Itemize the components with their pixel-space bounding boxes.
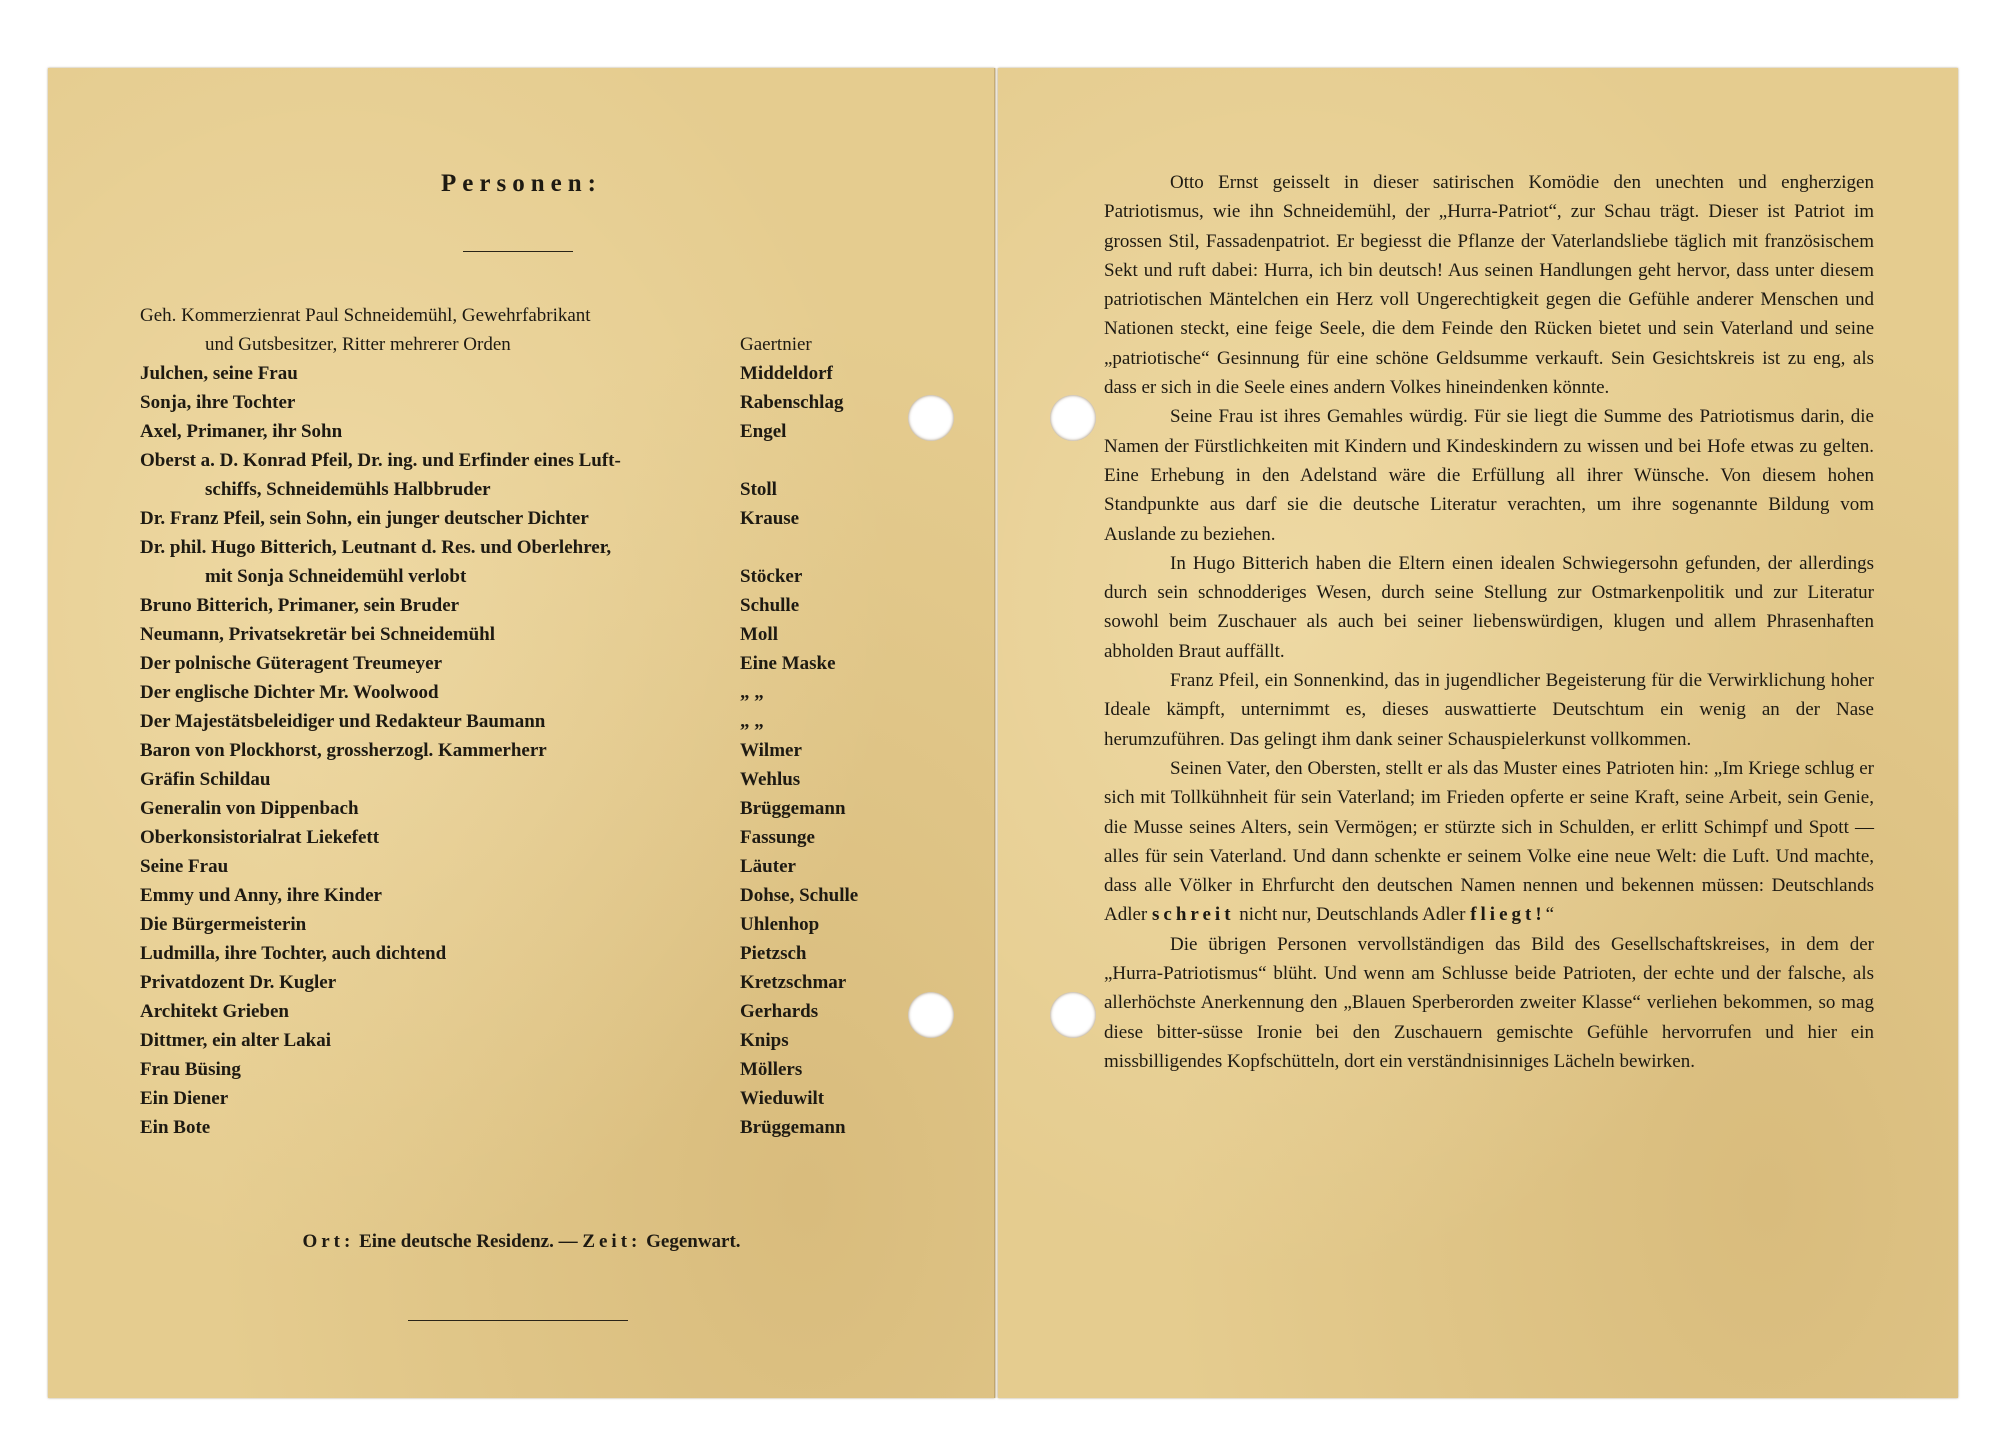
zeit-label: Zeit: <box>582 1231 642 1252</box>
cast-role-line: Geh. Kommerzienrat Paul Schneidemühl, Gewehrfabrikant <box>140 305 591 326</box>
cast-actor: Brüggemann <box>740 798 846 819</box>
cast-role <box>140 388 740 417</box>
cast-entry <box>140 649 980 678</box>
cast-role <box>140 997 740 1026</box>
cast-entry <box>140 359 980 388</box>
paragraph-3: In Hugo Bitterich haben die Eltern einen idealen Schwiegersohn gefunden, der allerdings durch sein schnodderiges Wesen, durch seine Stellung zur Ostmarkenpolitik und zur Literatur sowohl beim Zuschauer als auch bei seiner liebenswürdigen, klugen und allem Phrasenhaften abholden Braut auffällt. <box>1104 552 1874 662</box>
cast-role <box>140 939 740 968</box>
cast-role <box>140 359 740 388</box>
cast-entry <box>140 794 980 823</box>
cast-actor: Stöcker <box>740 566 803 587</box>
cast-role-line: Emmy und Anny, ihre Kinder <box>140 885 382 906</box>
cast-role <box>140 1084 740 1113</box>
punch-hole <box>1050 395 1096 441</box>
cast-role <box>140 620 740 649</box>
cast-role-line: Baron von Plockhorst, grossherzogl. Kammerherr <box>140 740 547 761</box>
cast-entry <box>140 1113 980 1142</box>
cast-role <box>140 533 740 591</box>
cast-role <box>140 446 740 504</box>
ort-value: Eine deutsche Residenz. — <box>359 1231 578 1252</box>
divider-short <box>463 251 573 252</box>
punch-hole <box>1050 992 1096 1038</box>
cast-role <box>140 910 740 939</box>
cast-list <box>140 301 980 1142</box>
cast-actor: „ „ <box>740 682 764 703</box>
cast-entry <box>140 939 980 968</box>
cast-actor: Pietzsch <box>740 943 807 964</box>
paragraph-1: Otto Ernst geisselt in dieser satirischen Komödie den unechten und engherzigen Patriotismus, wie ihn Schneidemühl, der „Hurra-Patriot“, zur Schau trägt. Dieser ist Patriot im grossen Stil, Fassadenpatriot. Er begiesst die Pflanze der Vaterlandsliebe täglich mit französischem Sekt und ruft dabei: Hurra, ich bin deutsch! Aus seinen Handlungen geht hervor, dass unter diesem patriotischen Mäntelchen ein Herz voll Ungerechtigkeit gegen die Gefühle anderer Menschen und Nationen steckt, eine feige Seele, die dem Feinde den Rücken bietet und sein Vaterland und seine „patriotische“ Gesinnung für eine schöne Geldsumme verkauft. Sein Gesichtskreis ist zu eng, als dass er sich in die Seele eines andern Volkes hineindenken könnte. <box>1104 172 1874 399</box>
cast-entry <box>140 881 980 910</box>
cast-role-line: Axel, Primaner, ihr Sohn <box>140 421 343 442</box>
paragraph-5c: “ <box>1545 904 1555 926</box>
cast-role <box>140 1113 740 1142</box>
cast-actor: Rabenschlag <box>740 392 844 413</box>
cast-role <box>140 591 740 620</box>
cast-entry <box>140 1026 980 1055</box>
cast-entry <box>140 1084 980 1113</box>
cast-entry <box>140 678 980 707</box>
cast-role-line: Dittmer, ein alter Lakai <box>140 1030 332 1051</box>
cast-role-line: Ludmilla, ihre Tochter, auch dichtend <box>140 943 447 964</box>
punch-hole <box>908 992 954 1038</box>
cast-actor: Läuter <box>740 856 796 877</box>
cast-role-line: Der Majestätsbeleidiger und Redakteur Baumann <box>140 711 546 732</box>
cast-entry <box>140 504 980 533</box>
spaced-word-schreit: schreit <box>1152 904 1235 926</box>
cast-role <box>140 881 740 910</box>
cast-actor: Möllers <box>740 1059 803 1080</box>
cast-role-line: Ein Diener <box>140 1088 229 1109</box>
cast-actor: Uhlenhop <box>740 914 820 935</box>
cast-role <box>140 852 740 881</box>
cast-actor: Middeldorf <box>740 363 833 384</box>
zeit-value: Gegenwart. <box>646 1231 741 1252</box>
cast-role <box>140 736 740 765</box>
cast-role-line: Dr. phil. Hugo Bitterich, Leutnant d. Res. und Oberlehrer, <box>140 537 612 558</box>
cast-actor: Moll <box>740 624 778 645</box>
cast-entry <box>140 388 980 417</box>
paragraph-5a: Seinen Vater, den Obersten, stellt er als das Muster eines Patrioten hin: „Im Kriege schlug er sich mit Tollkühnheit für sein Vaterland; im Frieden opferte er seine Kraft, seine Arbeit, sein Genie, die Musse seines Alters, sein Vermögen; er stürzte sich in Schulden, er erlitt Schimpf und Spott — alles für sein Vaterland. Und dann schenkte er seinem Volke eine neue Welt: die Luft. Und machte, dass alle Völker in Ehrfurcht den deutschen Namen nennen und bekennen müssen: Deutschlands Adler <box>1104 757 1874 926</box>
cast-role-line: Der englische Dichter Mr. Woolwood <box>140 682 439 703</box>
left-page <box>48 68 995 1398</box>
synopsis-text <box>1104 168 1874 1076</box>
cast-role-line: Dr. Franz Pfeil, sein Sohn, ein junger deutscher Dichter <box>140 508 589 529</box>
cast-entry <box>140 852 980 881</box>
cast-role-line-2: schiffs, Schneidemühls Halbbruder <box>205 479 491 500</box>
cast-role-line: Ein Bote <box>140 1117 211 1138</box>
cast-role <box>140 301 740 359</box>
paragraph-4: Franz Pfeil, ein Sonnenkind, das in jugendlicher Begeisterung für die Verwirklichung hoher Ideale kämpft, unternimmt es, dieses auswattierte Deutschtum ein wenig an der Nase herumzuführen. Das gelingt ihm dank seiner Schauspielerkunst vollkommen. <box>1104 670 1874 750</box>
cast-entry <box>140 823 980 852</box>
paragraph-5 <box>1104 754 1874 930</box>
cast-role <box>140 417 740 446</box>
cast-role <box>140 504 740 533</box>
cast-role-line: Oberkonsistorialrat Liekefett <box>140 827 380 848</box>
cast-role-line: Frau Büsing <box>140 1059 241 1080</box>
cast-role-line: Generalin von Dippenbach <box>140 798 359 819</box>
cast-role <box>140 823 740 852</box>
cast-actor: Engel <box>740 421 787 442</box>
cast-role <box>140 794 740 823</box>
cast-actor: Eine Maske <box>740 653 836 674</box>
cast-entry <box>140 765 980 794</box>
cast-actor: Gaertnier <box>740 334 812 355</box>
paragraph-5b: nicht nur, Deutschlands Adler <box>1239 904 1466 926</box>
cast-role-line: Gräfin Schildau <box>140 769 271 790</box>
cast-entry <box>140 446 980 504</box>
cast-role-line-2: und Gutsbesitzer, Ritter mehrerer Orden <box>205 334 511 355</box>
cast-role-line: Seine Frau <box>140 856 229 877</box>
cast-actor: Kretzschmar <box>740 972 847 993</box>
cast-actor: Wilmer <box>740 740 802 761</box>
cast-entry <box>140 707 980 736</box>
cast-entry <box>140 1055 980 1084</box>
cast-role <box>140 1026 740 1055</box>
cast-entry <box>140 736 980 765</box>
cast-actor: Dohse, Schulle <box>740 885 859 906</box>
cast-actor: Stoll <box>740 479 777 500</box>
cast-entry <box>140 417 980 446</box>
cast-role-line: Architekt Grieben <box>140 1001 289 1022</box>
cast-role-line: Privatdozent Dr. Kugler <box>140 972 337 993</box>
cast-role <box>140 707 740 736</box>
cast-actor: Brüggemann <box>740 1117 846 1138</box>
cast-role <box>140 678 740 707</box>
cast-entry <box>140 301 980 359</box>
cast-entry <box>140 968 980 997</box>
cast-entry <box>140 591 980 620</box>
cast-role-line: Julchen, seine Frau <box>140 363 298 384</box>
cast-actor: „ „ <box>740 711 764 732</box>
cast-role-line: Neumann, Privatsekretär bei Schneidemühl <box>140 624 496 645</box>
paragraph-6: Die übrigen Personen vervollständigen das Bild des Gesellschaftskreises, in dem der „Hurra-Patriotismus“ blüht. Und wenn am Schlusse beide Patrioten, der echte und der falsche, als allerhöchste Anerkennung den „Blauen Sperberorden zweiter Klasse“ verliehen bekommen, so mag diese bitter-süsse Ironie bei den Zuschauern gemischte Gefühle hervorrufen und hier ein missbilligendes Kopfschütteln, dort ein verständnisinniges Lächeln bewirken. <box>1104 933 1874 1072</box>
punch-hole <box>908 395 954 441</box>
cast-actor: Knips <box>740 1030 789 1051</box>
spaced-word-fliegt: fliegt! <box>1470 904 1546 926</box>
cast-role-line: Der polnische Güteragent Treumeyer <box>140 653 443 674</box>
cast-role <box>140 649 740 678</box>
cast-entry <box>140 620 980 649</box>
cast-actor: Krause <box>740 508 800 529</box>
cast-actor: Wehlus <box>740 769 801 790</box>
cast-role-line: Bruno Bitterich, Primaner, sein Bruder <box>140 595 460 616</box>
cast-entry <box>140 997 980 1026</box>
cast-entry <box>140 910 980 939</box>
ort-label: Ort: <box>302 1231 355 1252</box>
cast-role-line: Oberst a. D. Konrad Pfeil, Dr. ing. und Erfinder eines Luft- <box>140 450 621 471</box>
setting-line <box>48 1231 995 1253</box>
cast-actor: Fassunge <box>740 827 815 848</box>
divider-long <box>408 1320 628 1321</box>
cast-actor: Wieduwilt <box>740 1088 825 1109</box>
page-heading: Personen: <box>441 170 602 197</box>
cast-entry <box>140 533 980 591</box>
cast-role <box>140 1055 740 1084</box>
cast-actor: Gerhards <box>740 1001 819 1022</box>
paragraph-2: Seine Frau ist ihres Gemahles würdig. Für sie liegt die Summe des Patriotismus darin, die Namen der Fürstlichkeiten mit Kindern und Kindeskindern zu wissen und bei Hofe etwas zu gelten. Eine Erhebung in den Adelstand wäre die Erfüllung all ihrer Wünsche. Von diesem hohen Standpunkte aus darf sie die deutsche Literatur verachten, um ihre sogenannte Bildung vom Auslande zu beziehen. <box>1104 406 1874 545</box>
cast-role-line-2: mit Sonja Schneidemühl verlobt <box>205 566 467 587</box>
cast-actor: Schulle <box>740 595 800 616</box>
cast-role <box>140 765 740 794</box>
cast-role-line: Die Bürgermeisterin <box>140 914 307 935</box>
right-page <box>998 68 1958 1398</box>
cast-role-line: Sonja, ihre Tochter <box>140 392 296 413</box>
cast-role <box>140 968 740 997</box>
